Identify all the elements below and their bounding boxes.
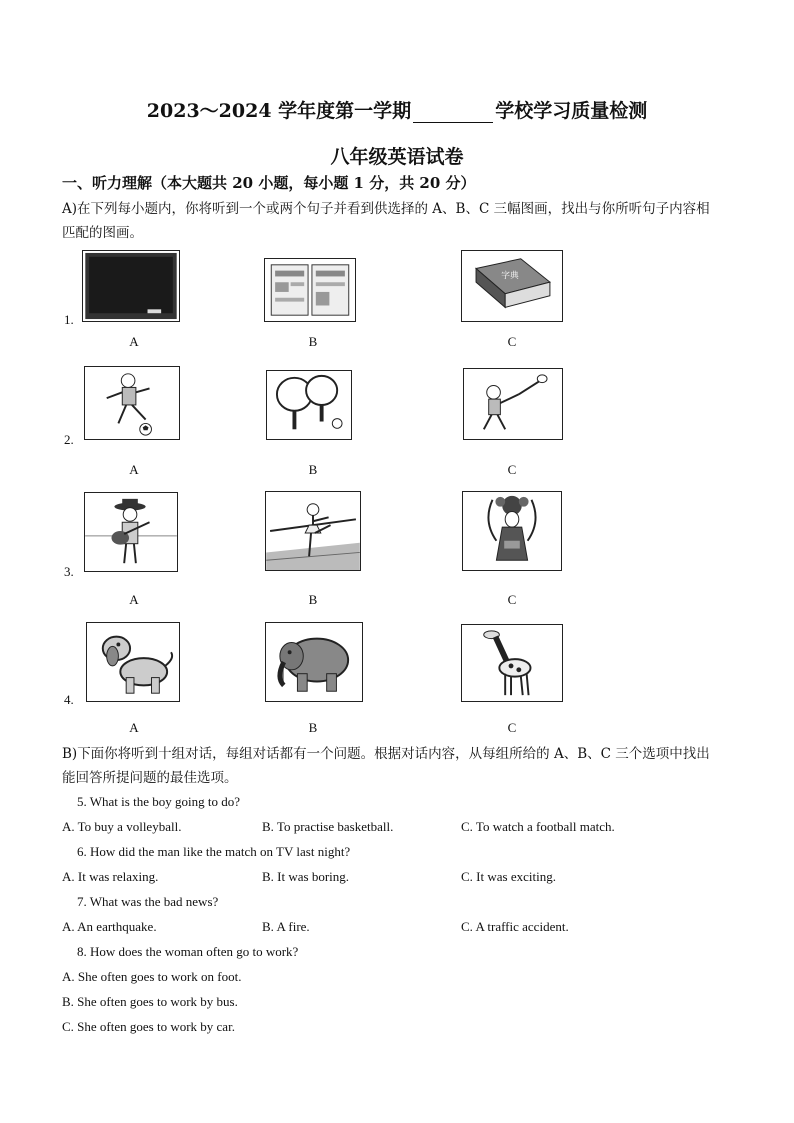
q8-option-c[interactable]: C. She often goes to work by car. [62,1019,235,1034]
option-a-label: A [129,720,139,735]
section-heading-listening: 一、听力理解（本大题共 20 小题，每小题 1 分，共 20 分） [62,174,476,192]
option-c-label: C [507,334,517,349]
question-number: 4. [64,692,74,707]
title-school-test: 学校学习质量检测 [495,100,648,122]
ballet-girl-picture[interactable] [265,491,361,571]
giraffe-picture[interactable] [461,624,563,702]
question-7: 7. What was the bad news? [77,894,219,909]
title-term: 2023～2024 学年度第一学期 [146,100,412,122]
q6-option-a[interactable]: A. It was relaxing. [62,869,159,884]
peking-opera-picture[interactable] [462,491,562,571]
guitar-boy-picture[interactable] [84,492,178,572]
question-number: 2. [64,432,74,447]
q8-option-b[interactable]: B. She often goes to work by bus. [62,994,238,1009]
option-a-label: A [129,334,139,349]
option-c-label: C [507,592,517,607]
football-boy-picture[interactable] [84,366,180,440]
option-b-label: B [308,334,318,349]
q7-option-b[interactable]: B. A fire. [262,919,310,934]
school-name-blank[interactable] [413,104,493,123]
dictionary-picture[interactable] [461,250,563,322]
exam-title [0,96,794,123]
q7-option-a[interactable]: A. An earthquake. [62,919,157,934]
question-6: 6. How did the man like the match on TV last night? [77,844,351,859]
elephant-picture[interactable] [265,622,363,702]
part-b-instructions-line1: B)下面你将听到十组对话，每组对话都有一个问题。根据对话内容，从每组所给的 A、B、C 三个选项中找出 [62,746,710,762]
dog-picture[interactable] [86,622,180,702]
part-b-instructions-line2: 能回答所提问题的最佳选项。 [62,770,238,786]
option-c-label: C [507,720,517,735]
q5-option-a[interactable]: A. To buy a volleyball. [62,819,182,834]
ping-pong-picture[interactable] [266,370,352,440]
option-a-label: A [129,462,139,477]
option-b-label: B [308,462,318,477]
q6-option-b[interactable]: B. It was boring. [262,869,350,884]
option-b-label: B [308,720,318,735]
newspaper-picture[interactable] [264,258,356,322]
q6-option-c[interactable]: C. It was exciting. [461,869,556,884]
option-a-label: A [129,592,139,607]
q5-option-b[interactable]: B. To practise basketball. [262,819,394,834]
q5-option-c[interactable]: C. To watch a football match. [461,819,615,834]
dictionary-label: 字典 [501,271,519,282]
question-number: 1. [64,312,74,327]
question-5: 5. What is the boy going to do? [77,794,240,809]
option-b-label: B [308,592,318,607]
question-number: 3. [64,564,74,579]
badminton-boy-picture[interactable] [463,368,563,440]
q8-option-a[interactable]: A. She often goes to work on foot. [62,969,242,984]
blackboard-picture[interactable] [82,250,180,322]
q7-option-c[interactable]: C. A traffic accident. [461,919,569,934]
option-c-label: C [507,462,517,477]
exam-subtitle: 八年级英语试卷 [330,146,464,168]
part-a-instructions-line2: 匹配的图画。 [62,225,143,241]
question-8: 8. How does the woman often go to work? [77,944,299,959]
part-a-instructions-line1: A)在下列每小题内，你将听到一个或两个句子并看到供选择的 A、B、C 三幅图画，找出与你所听句子内容相 [62,201,710,217]
